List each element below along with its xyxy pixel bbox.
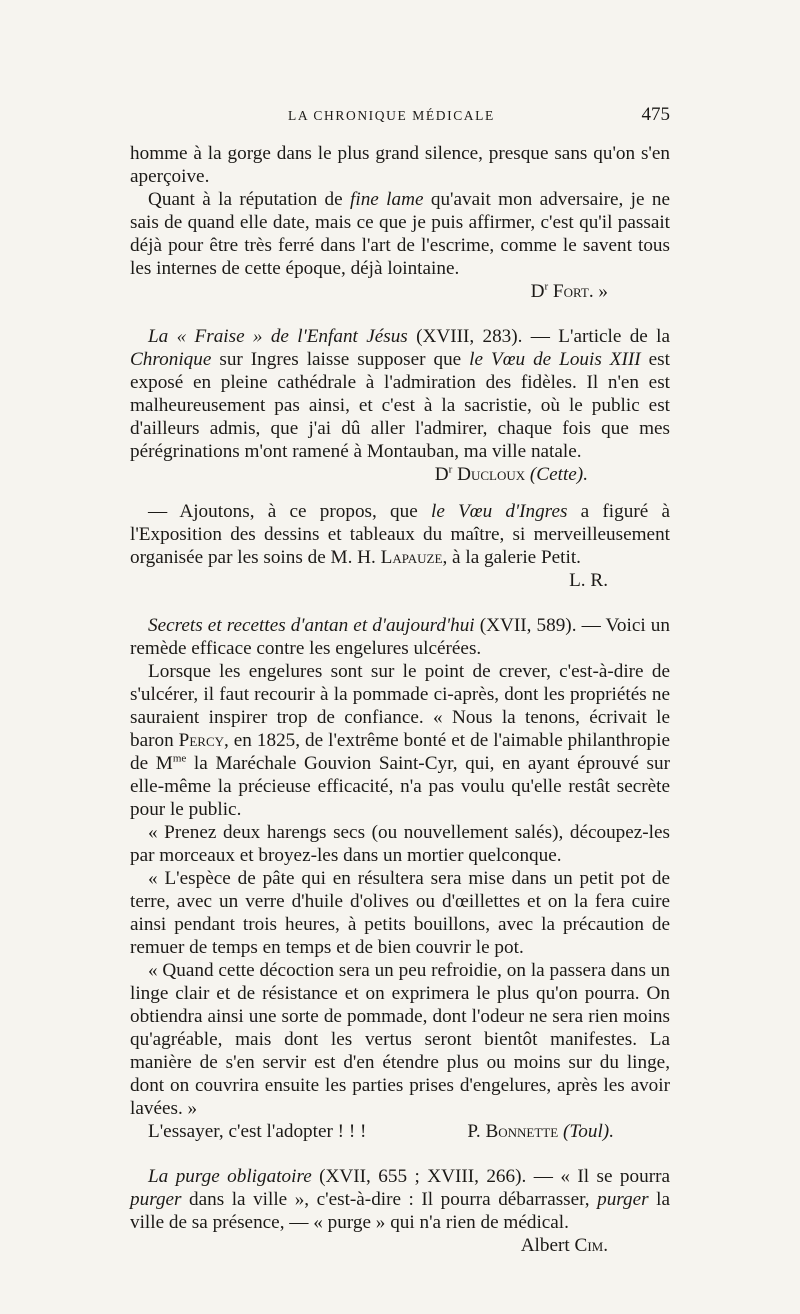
signature: Albert Cim. [520, 1235, 608, 1256]
paragraph: « Prenez deux harengs secs (ou nouvellement salés), découpez-les par morceaux et broyez-les dans un mortier quelconque. [130, 822, 670, 866]
paragraph: « Quand cette décoction sera un peu refroidie, on la passera dans un linge clair et de résistance et on exprimera le plus qu'on pourra. On obtiendra ainsi une sorte de pommade, dont l'odeur ne sera rien moins qu'agréable, mais dont les vertus seront bientôt manifestes. La manière de s'en servir est d'en étendre plus ou moins sur du linge, dont on couvrira ensuite les parties prises d'engelures, après les avoir lavées. » [130, 960, 670, 1119]
page-number: 475 [641, 104, 670, 125]
signature: L. R. [569, 570, 608, 591]
signature: $D^r$ Fort. » [530, 280, 608, 302]
running-title: LA CHRONIQUE MÉDICALE [288, 108, 495, 123]
paragraph: Secrets et recettes d'antan et d'aujourd'hui (XVII, 589). — Voici un remède efficace contre les engelures ulcérées. [130, 615, 670, 659]
paragraph: La « Fraise » de l'Enfant Jésus (XVIII, 283). — L'article de la Chronique sur Ingres laisse supposer que le Vœu de Louis XIII est exposé en pleine cathédrale à l'admiration des fidèles. Il n'en est malheureusement pas ainsi, et c'est à la sacristie, où le public est d'ailleurs admis, que j'ai dû aller l'admirer, chaque fois que mes pérégrinations m'ont ramené à Montauban, ma ville natale. [130, 326, 670, 462]
paragraph: — Ajoutons, à ce propos, que le Vœu d'Ingres a figuré à l'Exposition des dessins et tableaux du maître, si merveilleusement organisée par les soins de M. H. Lapauze, à la galerie Petit. [130, 501, 670, 568]
section-gap [130, 592, 670, 614]
section-gap [130, 303, 670, 325]
closing-text: L'essayer, c'est l'adopter ! ! ! [148, 1121, 367, 1142]
paragraph: Lorsque les engelures sont sur le point de crever, c'est-à-dire de s'ulcérer, il faut recourir à la pommade ci-après, dont les propriétés ne sauraient inspirer trop de confiance. « Nous la tenons, écrivait le baron Percy, en 1825, de l'extrême bonté et de l'aimable philanthropie de $M^{me}$ la Maréchale Gouvion Saint-Cyr, qui, en ayant éprouvé sur elle-même la précieuse efficacité, n'a pas voulu qu'elle restât secrète pour le public. [130, 661, 670, 820]
paragraph: homme à la gorge dans le plus grand silence, presque sans qu'on s'en aperçoive. [130, 143, 670, 187]
article-body [130, 142, 670, 1257]
section-gap [130, 1143, 670, 1165]
signature: $D^r$ Ducloux (Cette). [434, 463, 588, 485]
signature: P. Bonnette (Toul). [467, 1121, 614, 1142]
paragraph: La purge obligatoire (XVII, 655 ; XVIII, 266). — « Il se pourra purger dans la ville », c'est-à-dire : Il pourra débarrasser, purger la ville de sa présence, — « purge » qui n'a rien de médical. [130, 1166, 671, 1233]
running-header [130, 106, 670, 130]
paragraph: « L'espèce de pâte qui en résultera sera mise dans un petit pot de terre, avec un verre d'huile d'olives ou d'œillettes et on la fera cuire ainsi pendant trois heures, à petits bouillons, avec la précaution de remuer de temps en temps et de bien couvrir le pot. [130, 868, 670, 958]
closing-line [130, 1120, 670, 1143]
section-gap [130, 486, 670, 500]
paragraph: Quant à la réputation de fine lame qu'avait mon adversaire, je ne sais de quand elle date, mais ce que je puis affirmer, c'est qu'il passait déjà pour être très ferré dans l'art de l'escrime, comme le savent tous les internes de cette époque, déjà lointaine. [130, 189, 670, 279]
